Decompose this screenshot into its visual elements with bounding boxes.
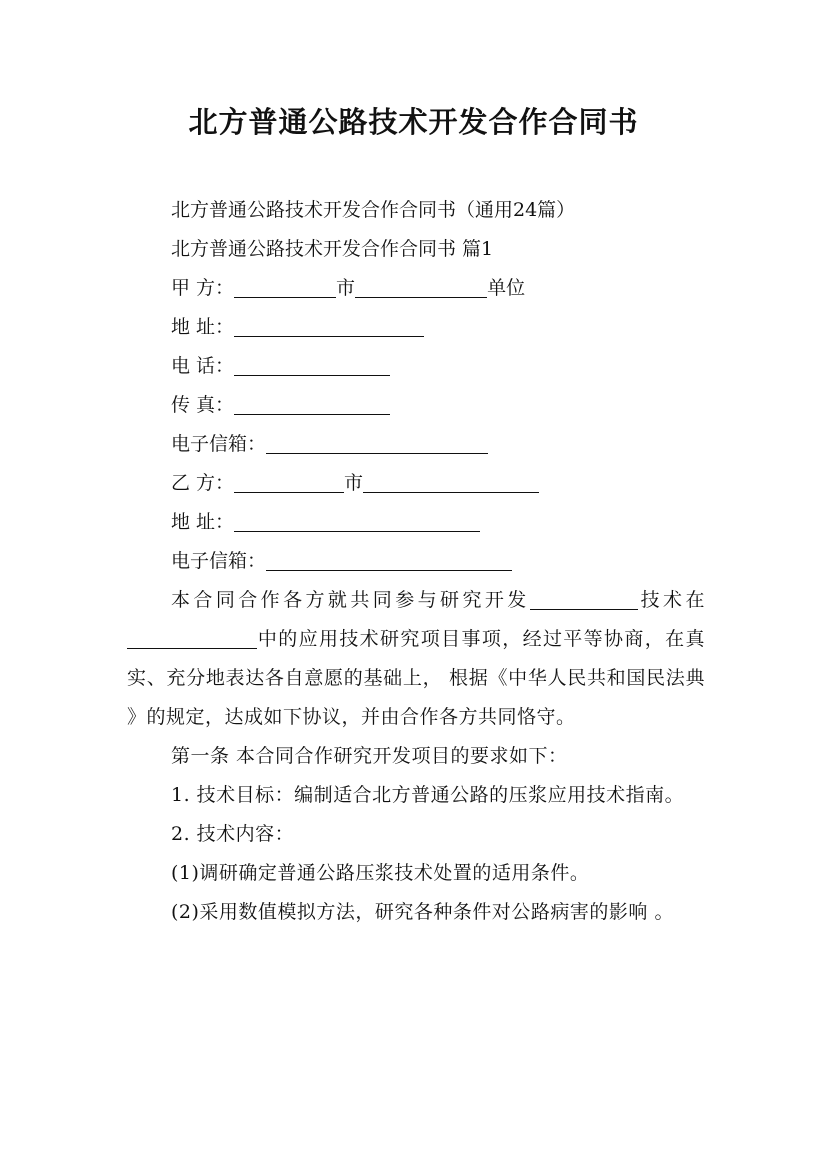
intro-tech-blank: [530, 585, 638, 610]
party-b-address-label: 地 址：: [171, 511, 235, 533]
party-a-email-label: 电子信箱：: [171, 433, 267, 455]
intro-text-2: 技术在: [637, 589, 705, 611]
party-a-phone-label: 电 话：: [171, 355, 235, 377]
item-2: 2. 技术内容：: [171, 823, 295, 845]
party-b-city-blank: [234, 468, 344, 493]
party-a-address-line: [127, 308, 705, 347]
party-a-phone-line: [127, 347, 705, 386]
party-a-fax-blank: [234, 390, 390, 415]
party-a-fax-line: [127, 386, 705, 425]
intro-field-blank: [127, 624, 257, 649]
section-heading: 北方普通公路技术开发合作合同书 篇1: [171, 238, 494, 260]
party-b-label: 乙 方：: [171, 472, 235, 494]
party-a-email-blank: [266, 429, 488, 454]
party-a-unit-suffix: 单位: [487, 277, 526, 299]
document-title: 北方普通公路技术开发合作合同书: [188, 105, 639, 139]
party-b-email-label: 电子信箱：: [171, 550, 267, 572]
document-body: [127, 191, 705, 932]
party-a-unit-blank: [355, 273, 487, 298]
party-a-address-blank: [234, 312, 424, 337]
subtitle: 北方普通公路技术开发合作合同书（通用24篇）: [171, 199, 576, 221]
party-b-unit-blank: [363, 468, 539, 493]
party-a-email-line: [127, 425, 705, 464]
party-a-phone-blank: [234, 351, 390, 376]
party-a-line: [127, 269, 705, 308]
party-a-label: 甲 方：: [171, 277, 235, 299]
party-b-address-blank: [234, 507, 480, 532]
party-a-address-label: 地 址：: [171, 316, 235, 338]
sub-item-1: (1)调研确定普通公路压浆技术处置的适用条件。: [171, 862, 590, 884]
sub-item-2: (2)采用数值模拟方法，研究各种条件对公路病害的影响 。: [171, 901, 674, 923]
item-1: 1. 技术目标：编制适合北方普通公路的压浆应用技术指南。: [171, 784, 685, 806]
party-b-email-line: [127, 542, 705, 581]
party-a-city-blank: [234, 273, 336, 298]
intro-text-1: 本合同合作各方就共同参与研究开发: [171, 589, 530, 611]
party-b-email-blank: [266, 546, 512, 571]
party-a-fax-label: 传 真：: [171, 394, 235, 416]
intro-paragraph: [127, 581, 705, 737]
party-b-city-suffix: 市: [344, 472, 364, 494]
party-a-city-suffix: 市: [336, 277, 356, 299]
article-1: 第一条 本合同合作研究开发项目的要求如下：: [171, 745, 568, 767]
party-b-line: [127, 464, 705, 503]
intro-text-3: 中的应用技术研究项目事项，经过平等协商，在真实、充分地表达各自意愿的基础上， 根据《中华人民共和国民法典 》的规定，达成如下协议，并由合作各方共同恪守。: [127, 628, 705, 728]
party-b-address-line: [127, 503, 705, 542]
